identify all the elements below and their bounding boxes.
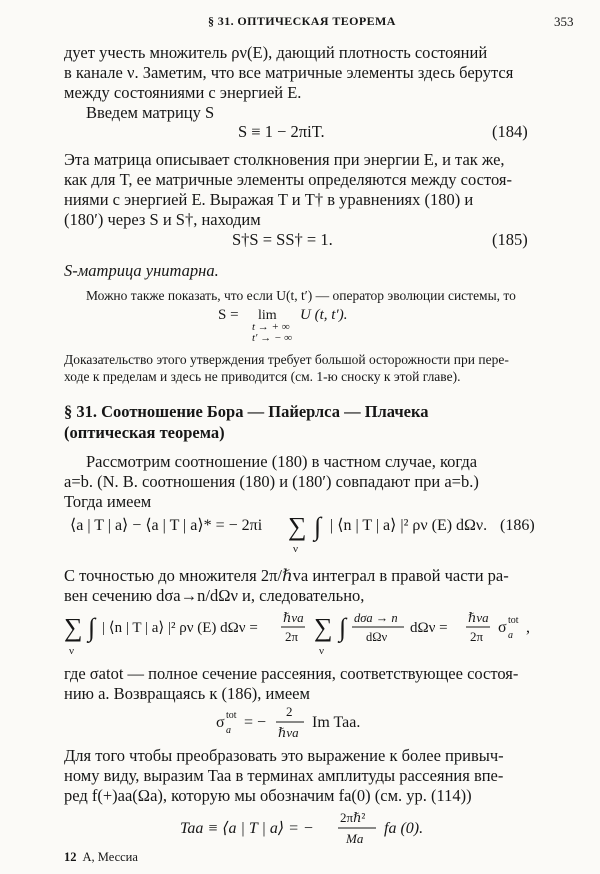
sigma-equation <box>0 700 600 744</box>
text-line: ред f(+)aa(Ωa), которую мы обозначим fa(0) (см. ур. (114)) <box>64 786 472 805</box>
frac-numerator: 2 <box>286 704 293 719</box>
equation-186 <box>0 508 600 558</box>
sigma-rhs: Im Taa. <box>312 714 361 731</box>
text-line: ниями с энергией E. Выражая T и T† в уравнениях (180) и <box>64 190 474 209</box>
frac-denominator: Ma <box>346 831 364 846</box>
note-line: Доказательство этого утверждения требует большой осторожности при пере- <box>64 352 509 367</box>
eq-mid-part2: dΩν = <box>410 620 448 636</box>
sigma-superscript: tot <box>508 615 519 626</box>
frac1-denominator: 2π <box>285 629 299 644</box>
text-line: С точностью до множителя 2π/ℏva интеграл в правой части ра- <box>64 566 509 585</box>
text-line: (180′) через S и S†, находим <box>64 210 261 229</box>
frac1-numerator: ℏva <box>283 610 304 625</box>
text-line: Введем матрицу S <box>86 103 215 122</box>
text-line: Рассмотрим соотношение (180) в частном случае, когда <box>86 452 478 471</box>
page-footer <box>64 850 138 865</box>
note-line: ходе к пределам и здесь не приводится (см. 1-ю сноску к этой главе). <box>64 369 461 384</box>
amplitude-equation <box>0 808 600 848</box>
comma: , <box>526 619 530 636</box>
sum-subscript: ν <box>69 645 74 657</box>
text-line: вен сечению dσa→n/dΩν и, следовательно, <box>64 586 365 605</box>
eq-last-lhs: Taa ≡ ⟨a | T | a⟩ = − <box>180 820 314 837</box>
text-line: Эта матрица описывает столкновения при энергии E, и так же, <box>64 150 505 169</box>
limit-lhs: S = <box>218 307 239 323</box>
running-header <box>0 14 600 34</box>
limit-rhs: U (t, t′). <box>300 307 348 323</box>
note-line: Можно также показать, что если U(t, t′) — оператор эволюции системы, то <box>86 288 516 303</box>
text-line: как для T, ее матричные элементы определяются между состоя- <box>64 170 512 189</box>
page-number: 353 <box>554 14 574 29</box>
running-header-title: § 31. ОПТИЧЕСКАЯ ТЕОРЕМА <box>208 14 396 28</box>
text-line: Для того чтобы преобразовать это выражение к более привыч- <box>64 746 504 765</box>
eq-last-rhs: fa (0). <box>384 820 424 837</box>
sigma-symbol: σ <box>498 619 507 636</box>
section-heading-sub: (оптическая теорема) <box>64 423 225 442</box>
integral-sign: ∫ <box>88 613 96 642</box>
text-line: a=b. (N. B. соотношения (180) и (180′) совпадают при a=b.) <box>64 472 479 491</box>
sigma-superscript: tot <box>226 710 237 721</box>
text-line: между состояниями с энергией E. <box>64 83 302 102</box>
frac-numerator: 2πℏ² <box>340 810 366 825</box>
text-line: ному виду, выразим Taa в терминах амплитуды рассеяния впе- <box>64 766 504 785</box>
cross-section-equation <box>0 604 600 662</box>
equation-number-184: (184) <box>492 122 528 141</box>
text-line: нию a. Возвращаясь к (186), имеем <box>64 684 310 703</box>
integral-sign: ∫ <box>339 613 347 642</box>
text-line: где σatot — полное сечение рассеяния, соответствующее состоя- <box>64 664 519 683</box>
sum-sign: ∑ <box>314 613 333 642</box>
sum-subscript: ν <box>319 645 324 657</box>
text-line: Тогда имеем <box>64 492 152 511</box>
sum-sign: ∑ <box>288 512 307 541</box>
footer-author: А, Мессиа <box>82 850 138 864</box>
sum-sign: ∑ <box>64 613 83 642</box>
frac2-denominator: dΩν <box>366 630 388 644</box>
equation-185: S†S = SS† = 1. <box>232 230 333 249</box>
text-line: в канале ν. Заметим, что все матричные элементы здесь берутся <box>64 63 514 82</box>
frac2-numerator: dσa → n <box>354 611 398 625</box>
equation-number-185: (185) <box>492 230 528 249</box>
frac3-numerator: ℏva <box>468 610 489 625</box>
equals-minus: = − <box>244 714 267 731</box>
eq186-integrand: | ⟨n | T | a⟩ |² ρν (E) dΩν. <box>330 517 488 534</box>
text-line: дует учесть множитель ρν(E), дающий плотность состояний <box>64 43 488 62</box>
eq-mid-part1: | ⟨n | T | a⟩ |² ρν (E) dΩν = <box>102 620 258 636</box>
equation-184: S ≡ 1 − 2πiT. <box>238 122 325 141</box>
frac3-denominator: 2π <box>470 629 484 644</box>
limit-subscript-2: t′ → − ∞ <box>252 332 292 343</box>
equation-number-186: (186) <box>500 517 535 534</box>
limit-operator: lim <box>258 308 277 323</box>
frac-denominator: ℏva <box>278 725 299 740</box>
sigma-subscript: a <box>508 630 513 641</box>
sigma-subscript: a <box>226 725 231 736</box>
integral-sign: ∫ <box>314 512 322 541</box>
eq186-lhs: ⟨a | T | a⟩ − ⟨a | T | a⟩* = − 2πi <box>70 517 263 534</box>
unitarity-statement: S-матрица унитарна. <box>64 261 219 280</box>
limit-subscript-1: t → + ∞ <box>252 321 290 333</box>
limit-formula <box>0 303 600 343</box>
section-heading: § 31. Соотношение Бора — Пайерлса — Плачека <box>64 402 429 421</box>
sum-subscript: ν <box>293 543 298 555</box>
signature-mark: 12 <box>64 850 77 864</box>
sigma-symbol: σ <box>216 714 225 731</box>
